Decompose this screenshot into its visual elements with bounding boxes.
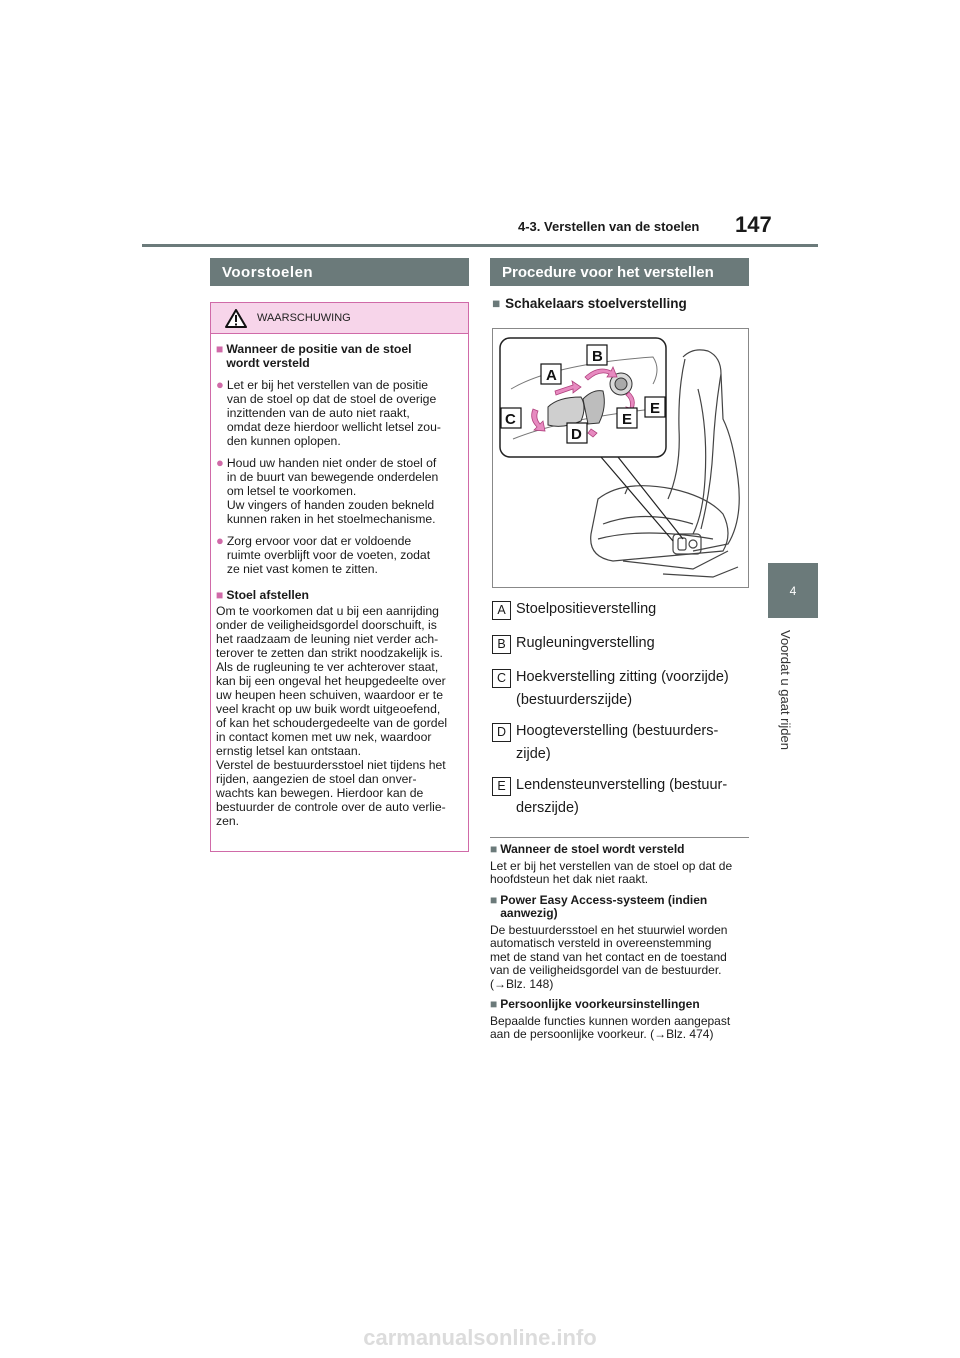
chapter-title: Voordat u gaat rijden [778, 630, 793, 750]
square-bullet-icon: ■ [492, 296, 501, 311]
legend-item-c: C Hoekverstelling zitting (voorzijde) (bestuurderszijde) [492, 666, 729, 712]
warning-title: WAARSCHUWING [257, 312, 351, 324]
warning-header [211, 303, 468, 334]
watermark: carmanualsonline.info [363, 1325, 597, 1350]
figure-label-e-inner: E [622, 411, 633, 428]
legend-letter: B [492, 635, 511, 654]
warning-heading: ■ Wanneer de positie van de stoel wordt versteld [216, 342, 412, 370]
warning-body [211, 334, 468, 828]
circle-bullet-icon: ● [216, 377, 224, 392]
sub-heading: ■ Schakelaars stoelverstelling [492, 296, 687, 311]
square-bullet-icon: ■ [216, 342, 224, 356]
warning-heading: ■ Stoel afstellen [216, 588, 310, 602]
legend-letter: A [492, 601, 511, 620]
warning-bullet: ● Let er bij het verstellen van de positie van de stoel op dat de stoel de overige inzittenden van de auto niet raakt, omdat deze hierdoor wellicht letsel zou- den kunnen oplopen. [216, 377, 441, 448]
section-header: 4-3. Verstellen van de stoelen [518, 219, 700, 234]
note-heading: ■ Wanneer de stoel wordt versteld [490, 842, 685, 856]
notes-divider [490, 837, 749, 838]
legend-item-b: B Rugleuningverstelling [492, 632, 655, 655]
warning-paragraph: Om te voorkomen dat u bij een aanrijding onder de veiligheidsgordel doorschuift, is het raadzaam de leuning niet verder ach- terover te zetten dan strikt noodzakelijk is. Als de rugleuning te ver achterover staat, kan bij een ongeval het heupgedeelte over uw heupen heen schuiven, waardoor er te veel kracht op uw buik wordt uitgeoefend, of kan het schoudergedeelte van de gordel in contact komen met uw nek, waardoor ernstig letsel kan ontstaan. Verstel de bestuurdersstoel niet tijdens het rijden, aangezien de stoel dan onver- wachts kan bewegen. Hierdoor kan de bestuurder de controle over de auto verlie- zen. [216, 604, 448, 828]
figure-label-c: C [505, 411, 516, 428]
warning-bullet: ● Houd uw handen niet onder de stoel of in de buurt van bewegende onderdelen om letsel te voorkomen. Uw vingers of handen zouden bekneld kunnen raken in het stoelmechanisme. [216, 455, 439, 526]
note-heading: ■ Persoonlijke voorkeursinstellingen [490, 997, 700, 1011]
chapter-tab [768, 563, 818, 618]
figure-label-d: D [571, 426, 582, 443]
section-banner-front-seats: Voorstoelen [210, 258, 469, 286]
legend-letter: D [492, 723, 511, 742]
circle-bullet-icon: ● [216, 533, 224, 548]
figure-label-e: E [650, 400, 661, 417]
note-body: Let er bij het verstellen van de stoel op dat de hoofdsteun het dak niet raakt. [490, 858, 733, 886]
notes-section [490, 843, 752, 1042]
legend-item-d: D Hoogteverstelling (bestuurders- zijde) [492, 720, 718, 766]
square-bullet-icon: ■ [490, 997, 498, 1011]
section-banner-procedure: Procedure voor het verstellen [490, 258, 749, 286]
figure-label-a: A [546, 367, 557, 384]
warning-triangle-icon [225, 309, 247, 328]
square-bullet-icon: ■ [490, 892, 498, 907]
note-body: Bepaalde functies kunnen worden aangepast aan de persoonlijke voorkeur. (→Blz. 474) [490, 1013, 731, 1041]
square-bullet-icon: ■ [490, 842, 498, 856]
square-bullet-icon: ■ [216, 588, 224, 602]
legend-letter: E [492, 777, 511, 796]
note-body: De bestuurdersstoel en het stuurwiel worden automatisch versteld in overeenstemming met de stand van het contact en de toestand van de veiligheidsgordel van de bestuurder. (→Blz. 148) [490, 922, 728, 991]
header-rule [142, 244, 818, 247]
warning-bullet: ● Zorg ervoor voor dat er voldoende ruimte overblijft voor de voeten, zodat ze niet vast komen te zitten. [216, 533, 431, 576]
circle-bullet-icon: ● [216, 455, 224, 470]
chapter-number: 4 [789, 583, 797, 598]
legend-letter: C [492, 669, 511, 688]
legend-item-a: A Stoelpositieverstelling [492, 598, 656, 621]
legend-item-e: E Lendensteunverstelling (bestuur- derszijde) [492, 774, 727, 820]
warning-box [210, 302, 469, 852]
figure-label-b: B [592, 348, 603, 365]
seat-switch-illustration [492, 328, 749, 588]
seat-illustration-svg [493, 329, 748, 587]
note-heading: ■ Power Easy Access-systeem (indien aanwezig) [490, 892, 708, 920]
page-number: 147 [735, 212, 772, 237]
